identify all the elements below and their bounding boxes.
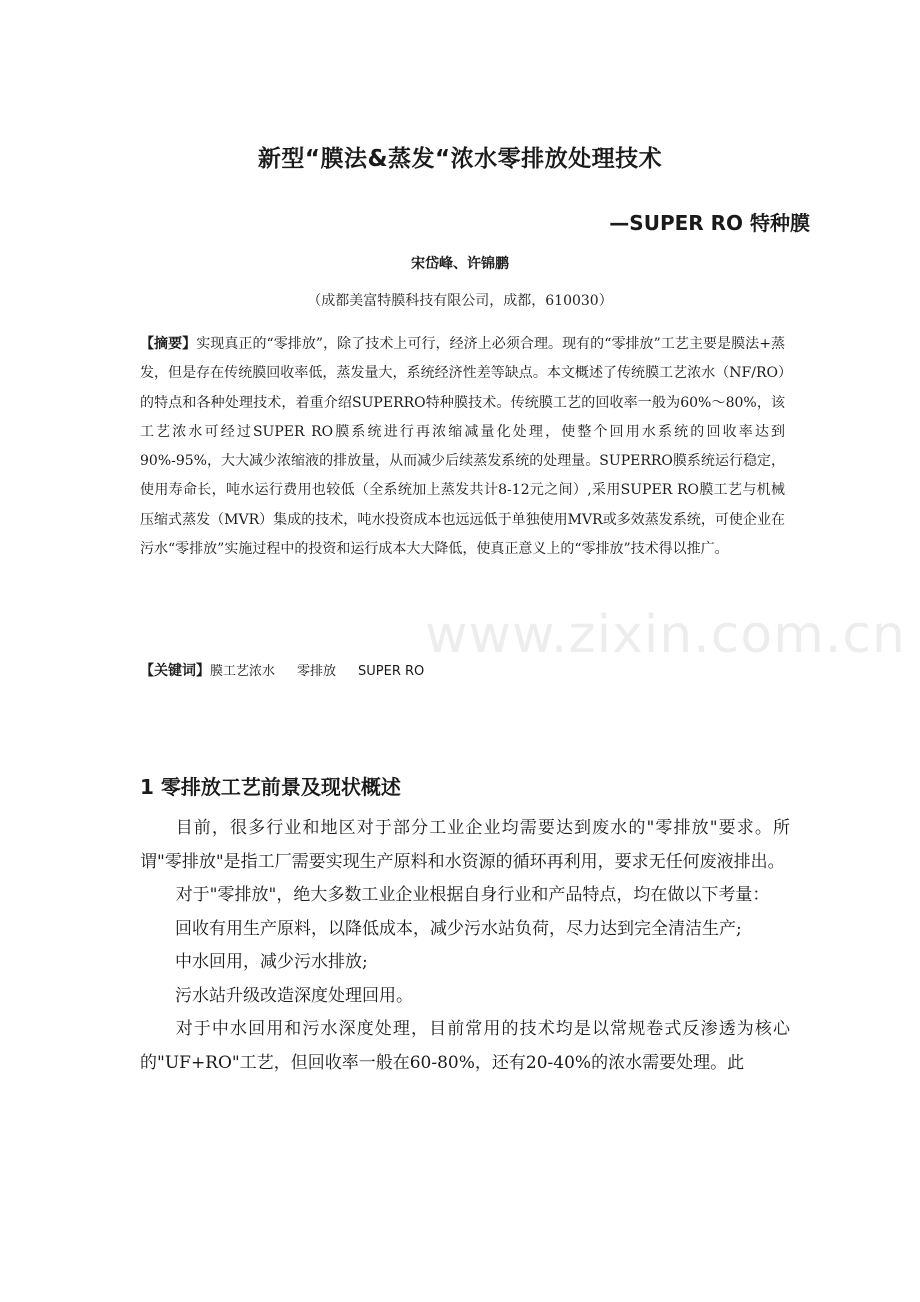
abstract [140,330,785,564]
paragraph: 目前，很多行业和地区对于部分工业企业均需要达到废水的"零排放"要求。所谓"零排放"是指工厂需要实现生产原料和水资源的循环再利用，要求无任何废液排出。 [140,818,790,872]
keyword: SUPER RO [358,664,425,679]
authors: 宋岱峰、许锦鹏 [411,256,509,272]
watermark: www.zixin.com.cn [425,605,906,665]
keyword: 零排放 [297,664,337,679]
keyword: 膜工艺浓水 [210,664,276,679]
abstract-label: 【摘要】 [140,336,197,352]
keywords [140,660,446,680]
affiliation: （成都美富特膜科技有限公司，成都，610030） [307,293,613,309]
paragraph: 对于"零排放"，绝大多数工业企业根据自身行业和产品特点，均在做以下考量： [175,885,770,905]
document-subtitle: —SUPER RO 特种膜 [609,211,810,235]
list-item: 回收有用生产原料，以降低成本，减少污水站负荷，尽力达到完全清洁生产; [175,918,742,939]
keywords-label: 【关键词】 [140,663,210,679]
paragraph: 对于中水回用和污水深度处理，目前常用的技术均是以常规卷式反渗透为核心的"UF+RO"工艺，但回收率一般在60-80%，还有20-40%的浓水需要处理。此 [140,1019,790,1073]
section-body [140,812,790,1080]
list-item: 中水回用，减少污水排放; [175,952,368,972]
document-title: 新型“膜法&蒸发“浓水零排放处理技术 [257,146,663,172]
section-heading: 1 零排放工艺前景及现状概述 [140,775,401,799]
abstract-text: 实现真正的“零排放”，除了技术上可行，经济上必须合理。现有的“零排放”工艺主要是膜法+蒸发，但是存在传统膜回收率低，蒸发量大，系统经济性差等缺点。本文概述了传统膜工艺浓水（NF/RO）的特点和各种处理技术，着重介绍SUPERRO特种膜技术。传统膜工艺的回收率一般为60%～80%，该工艺浓水可经过SUPER RO膜系统进行再浓缩减量化处理，使整个回用水系统的回收率达到90%-95%，大大减少浓缩液的排放量，从而减少后续蒸发系统的处理量。SUPERRO膜系统运行稳定，使用寿命长，吨水运行费用也较低（全系统加上蒸发共计8-12元之间）,采用SUPER RO膜工艺与机械压缩式蒸发（MVR）集成的技术，吨水投资成本也远远低于单独使用MVR或多效蒸发系统，可使企业在污水“零排放”实施过程中的投资和运行成本大大降低，使真正意义上的“零排放”技术得以推广。 [140,336,786,558]
list-item: 污水站升级改造深度处理回用。 [175,985,413,1006]
